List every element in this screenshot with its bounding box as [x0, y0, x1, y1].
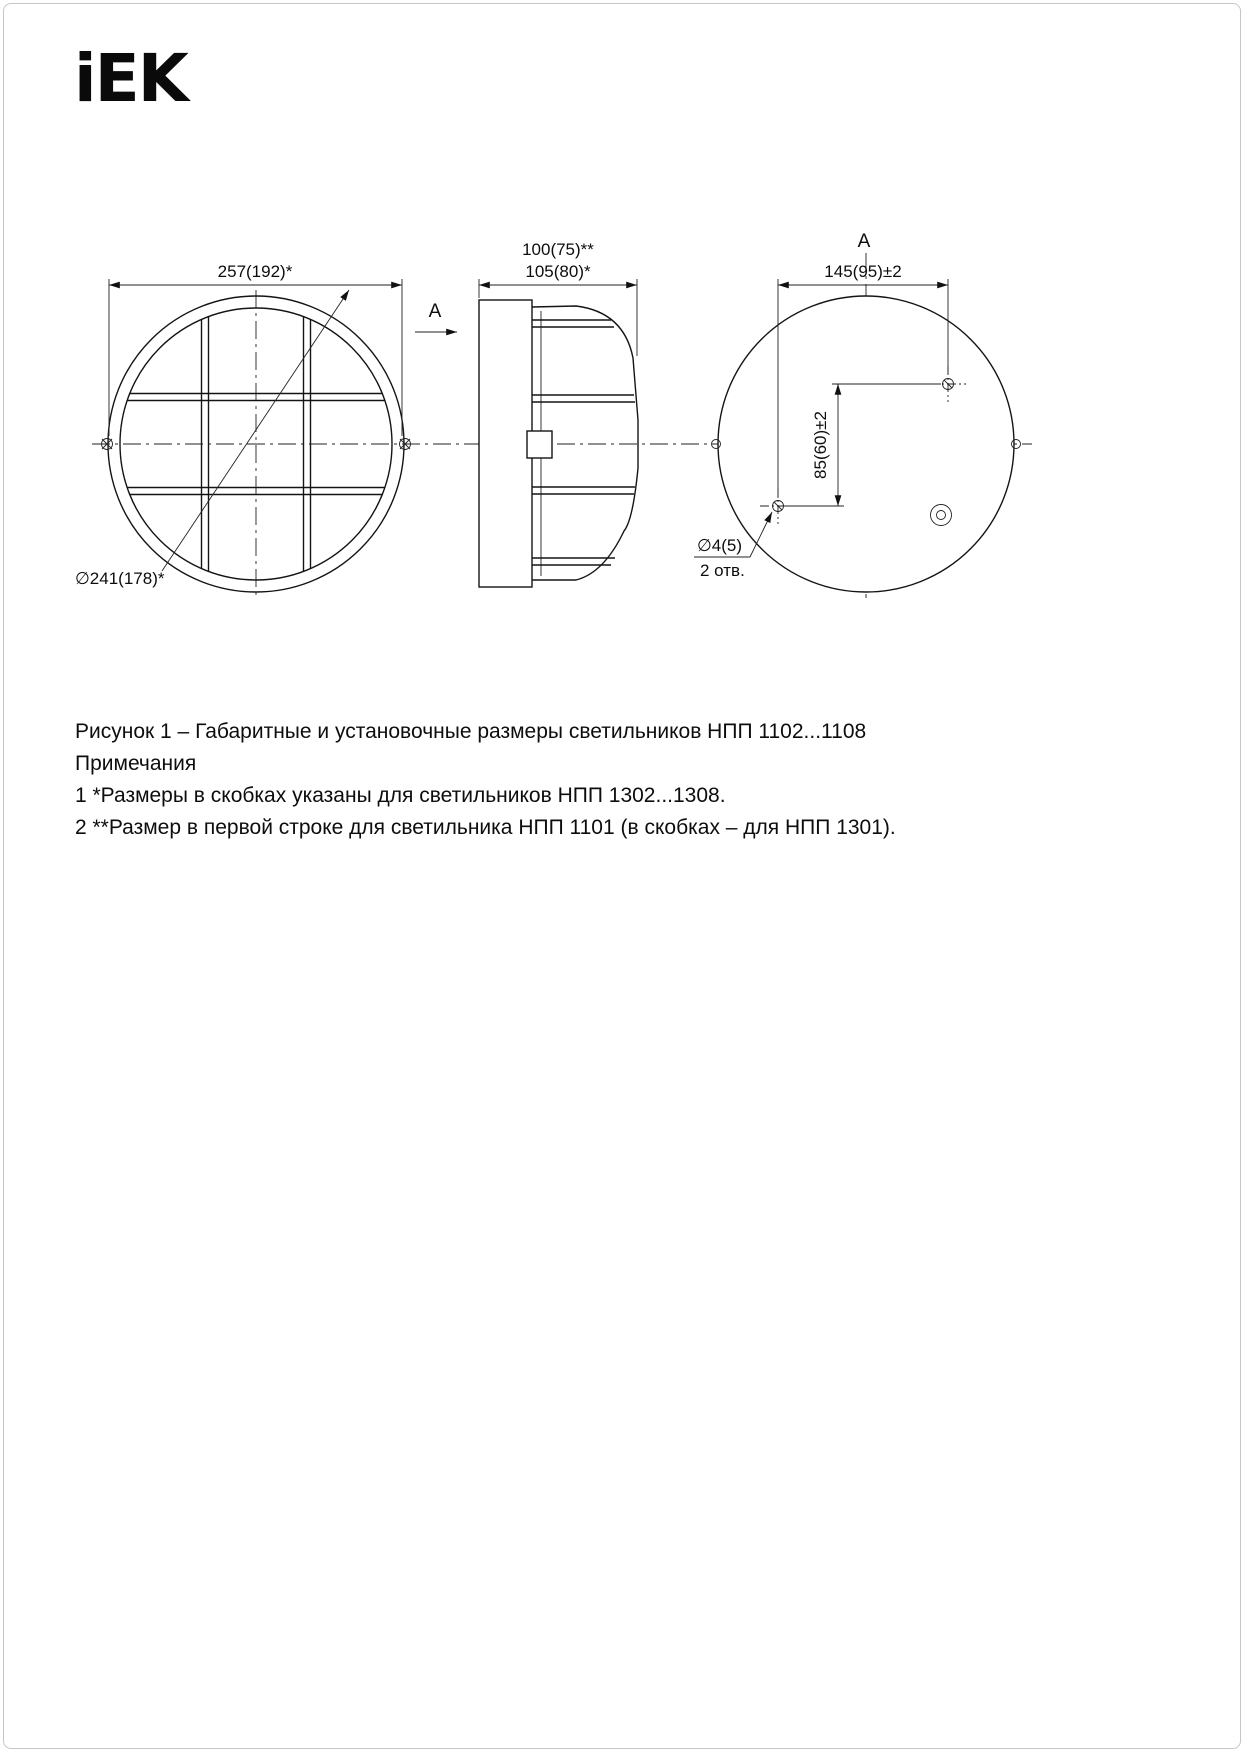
- figure-caption: [75, 716, 1175, 844]
- notes-heading: Примечания: [75, 752, 197, 775]
- front-width-dimension: [109, 262, 402, 436]
- side-base: [479, 300, 532, 587]
- rear-vertical-dim-label: 85(60)±2: [811, 411, 830, 479]
- note-2: 2 **Размер в первой строке для светильника НПП 1101 (в скобках – для НПП 1301).: [75, 816, 896, 839]
- side-clip: [527, 431, 552, 458]
- hole-count-label: 2 отв.: [700, 561, 745, 580]
- rear-horizontal-dim-label: 145(95)±2: [824, 262, 902, 281]
- view-a-label: A: [428, 301, 442, 322]
- view-direction-arrow: [415, 301, 457, 332]
- front-diameter-leader: [75, 290, 349, 588]
- side-depth-label-1: 100(75)**: [522, 240, 594, 259]
- rear-view-label: A: [857, 231, 871, 252]
- hole-diameter-label: ∅4(5): [697, 536, 743, 555]
- front-diameter-label: ∅241(178)*: [75, 569, 165, 588]
- leader-line: [162, 290, 349, 571]
- side-view: [415, 240, 638, 587]
- rear-body-circle: [718, 296, 1014, 592]
- front-view: [75, 262, 411, 598]
- note-1: 1 *Размеры в скобках указаны для светильников НПП 1302...1308.: [75, 784, 726, 807]
- technical-drawing: [0, 0, 1244, 680]
- iek-logo: iEK: [74, 40, 187, 117]
- side-depth-label-2: 105(80)*: [525, 262, 591, 281]
- front-width-label: 257(192)*: [217, 262, 293, 281]
- figure-title: Рисунок 1 – Габаритные и установочные размеры светильников НПП 1102...1108: [75, 720, 867, 743]
- rear-view: [694, 231, 1021, 598]
